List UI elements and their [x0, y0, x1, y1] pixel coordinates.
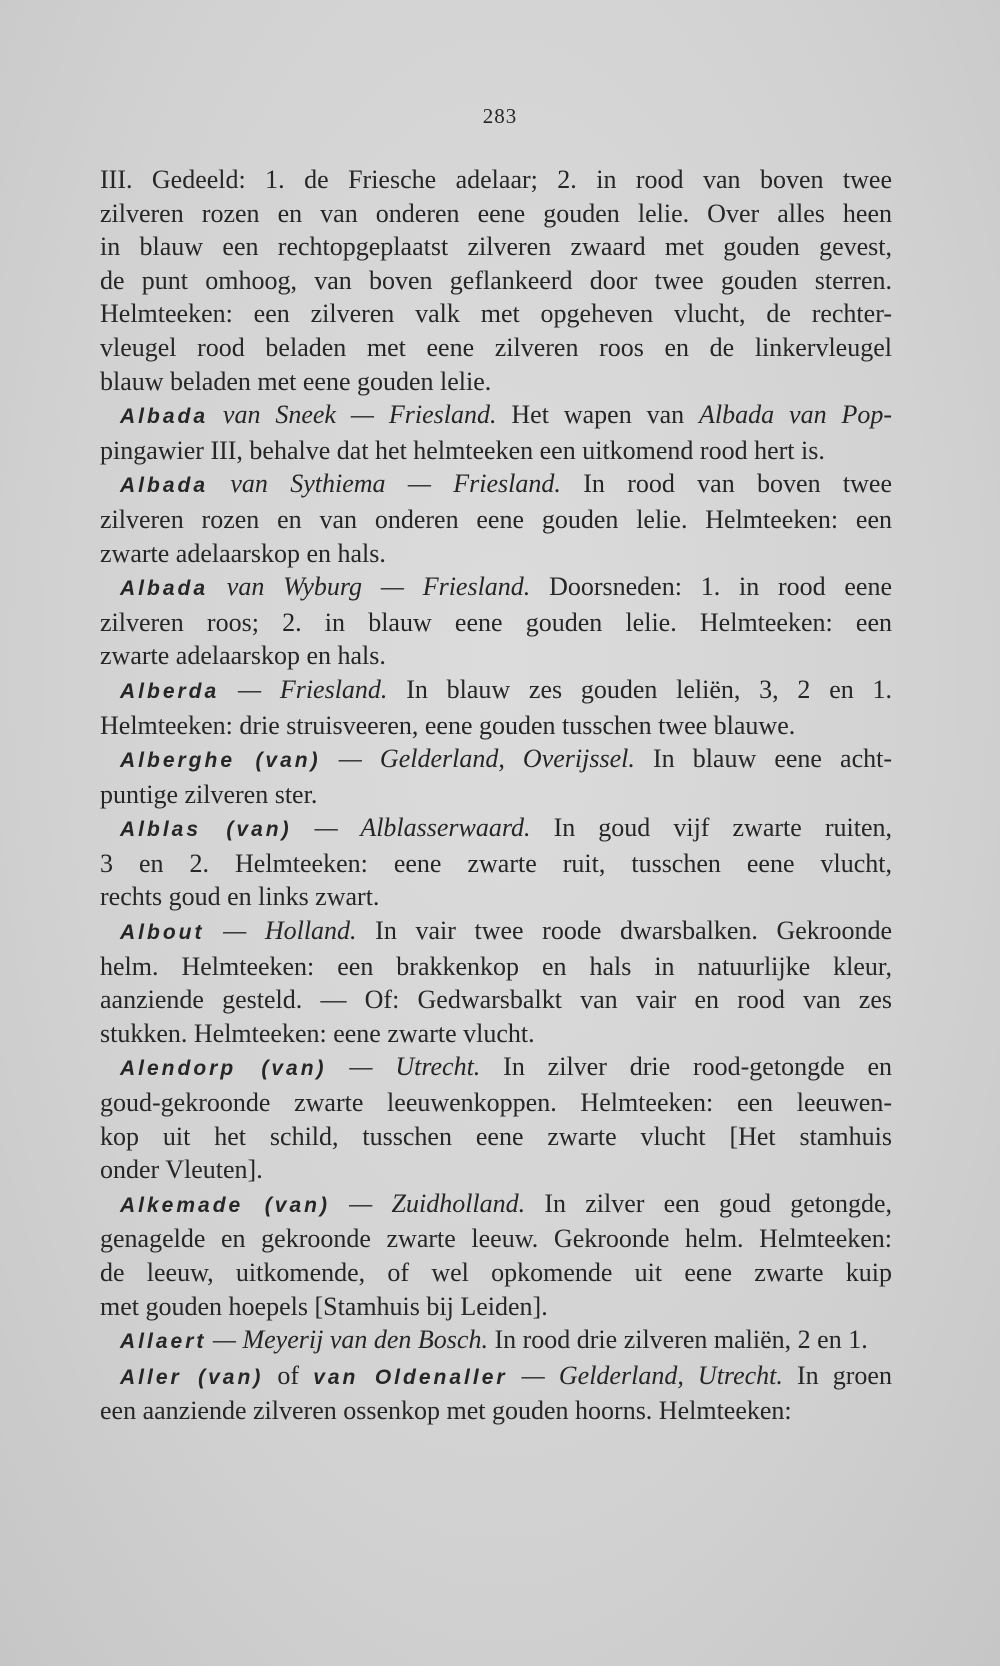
text-line: goud-gekroonde zwarte leeuwenkoppen. Helmteeken: een leeuwen-: [100, 1088, 892, 1118]
entry-first-line: [100, 467, 892, 503]
blazon-text: Doorsneden: 1. in rood eene: [530, 572, 892, 602]
text-line: de punt omhoog, van boven geflankeerd door twee gouden sterren.: [100, 265, 892, 295]
blazon-text: In zilver drie rood-getongde en: [480, 1052, 892, 1082]
text-line: blauw beladen met eene gouden lelie.: [100, 366, 492, 396]
family-name: Allaert: [120, 1330, 207, 1354]
entry: [100, 673, 892, 742]
text-line: de leeuw, uitkomende, of wel opkomende uit eene zwarte kuip: [100, 1258, 892, 1287]
entry: [100, 1187, 892, 1323]
entry-first-line: [100, 570, 892, 606]
entry: [100, 742, 892, 811]
entry: [100, 811, 892, 914]
text-line: 3 en 2. Helmteeken: eene zwarte ruit, tusschen eene vlucht,: [100, 848, 892, 878]
text-line: vleugel rood beladen met eene zilveren roos en de linkervleugel: [100, 332, 892, 362]
page-number: 283: [482, 104, 518, 128]
region-text: van Sneek — Friesland.: [208, 400, 497, 430]
text-line: zilveren rozen en van onderen eene gouden lelie. Over alles heen: [100, 198, 892, 228]
text-line: puntige zilveren ster.: [100, 779, 318, 809]
family-name: Alblas (van): [120, 818, 292, 842]
family-name: Alendorp (van): [120, 1057, 327, 1081]
entry-first-line: [100, 1359, 892, 1395]
text-line: III. Gedeeld: 1. de Friesche adelaar; 2. in rood van boven twee: [100, 165, 892, 194]
text-line: met gouden hoepels [Stamhuis bij Leiden].: [100, 1291, 548, 1321]
blazon-text: In blauw eene acht-: [634, 744, 892, 774]
blazon-text: In goud vijf zwarte ruiten,: [530, 813, 892, 843]
entry: [100, 914, 892, 1050]
text-line: een aanziende zilveren ossenkop met gouden hoorns. Helmteeken:: [100, 1396, 792, 1426]
region-text: — Holland.: [204, 916, 357, 946]
text-line: onder Vleuten].: [100, 1155, 263, 1185]
connector-text: of: [263, 1360, 314, 1390]
entry-first-line: [100, 811, 892, 847]
entry-first-line: [100, 1050, 892, 1086]
text-line: rechts goud en links zwart.: [100, 882, 380, 912]
blazon-text: In zilver een goud getongde,: [525, 1188, 892, 1218]
text-line: Helmteeken: drie struisveeren, eene gouden tusschen twee blauwe.: [100, 710, 796, 740]
region-text: — Utrecht.: [326, 1052, 481, 1082]
text-line: stukken. Helmteeken: eene zwarte vlucht.: [100, 1018, 535, 1048]
entry-first-line: [100, 914, 892, 950]
region-text: van Wyburg — Friesland.: [208, 572, 531, 602]
entry-first-line: [100, 673, 892, 709]
text-line: in blauw een rechtopgeplaatst zilveren zwaard met gouden gevest,: [100, 232, 892, 262]
region-text: — Friesland.: [219, 674, 388, 704]
region-text: — Meyerij van den Bosch.: [206, 1325, 488, 1355]
family-name: Aller (van): [120, 1365, 264, 1389]
entry: [100, 398, 892, 467]
blazon-text: Het wapen van: [496, 400, 700, 430]
family-name-alt: van Oldenaller: [313, 1365, 508, 1389]
region-text: — Gelderland, Overijssel.: [320, 744, 635, 774]
blazon-text: In rood van boven twee: [560, 469, 892, 499]
region-text: — Gelderland, Utrecht.: [507, 1360, 783, 1390]
region-text: — Zuidholland.: [329, 1188, 526, 1218]
text-line: helm. Helmteeken: een brakkenkop en hals in natuurlijke kleur,: [100, 951, 892, 981]
text-line: zwarte adelaarskop en hals.: [100, 641, 386, 671]
reference-text: Albada van Pop-: [699, 400, 893, 430]
region-text: — Alblasserwaard.: [291, 813, 531, 843]
page-body: [100, 163, 892, 1428]
family-name: Alberghe (van): [120, 749, 321, 773]
blazon-text: In vair twee roode dwarsbalken. Gekroonde: [356, 916, 892, 946]
text-line: zwarte adelaarskop en hals.: [100, 538, 386, 568]
entry: [100, 1050, 892, 1186]
family-name: Albada: [120, 474, 209, 498]
entry: [100, 1359, 892, 1428]
entry: [100, 1323, 892, 1359]
blazon-text: In rood drie zilveren maliën, 2 en 1.: [487, 1325, 868, 1355]
family-name: Alkemade (van): [120, 1193, 330, 1217]
blazon-text: In blauw zes gouden leliën, 3, 2 en 1.: [387, 674, 892, 704]
family-name: Albout: [120, 921, 205, 945]
text-line: pingawier III, behalve dat het helmteeken een uitkomend rood hert is.: [100, 435, 825, 465]
text-line: aanziende gesteld. — Of: Gedwarsbalkt van vair en rood van zes: [100, 985, 892, 1015]
text-line: Helmteeken: een zilveren valk met opgeheven vlucht, de rechter-: [100, 299, 892, 329]
blazon-text: In groen: [782, 1360, 892, 1390]
entry-first-line: [100, 1187, 892, 1223]
region-text: van Sythiema — Friesland.: [208, 469, 561, 499]
family-name: Albada: [120, 577, 209, 601]
entry-first-line: [100, 742, 892, 778]
entry: [100, 163, 892, 398]
family-name: Albada: [120, 405, 209, 429]
text-line: kop uit het schild, tusschen eene zwarte vlucht [Het stamhuis: [100, 1121, 892, 1151]
family-name: Alberda: [120, 679, 220, 703]
entry: [100, 570, 892, 673]
text-line: zilveren roos; 2. in blauw eene gouden lelie. Helmteeken: een: [100, 607, 892, 637]
text-line: zilveren rozen en van onderen eene gouden lelie. Helmteeken: een: [100, 504, 892, 534]
entry: [100, 467, 892, 570]
entry-first-line: [100, 1323, 892, 1359]
entry-first-line: [100, 398, 892, 434]
text-line: genagelde en gekroonde zwarte leeuw. Gekroonde helm. Helmteeken:: [100, 1224, 892, 1254]
